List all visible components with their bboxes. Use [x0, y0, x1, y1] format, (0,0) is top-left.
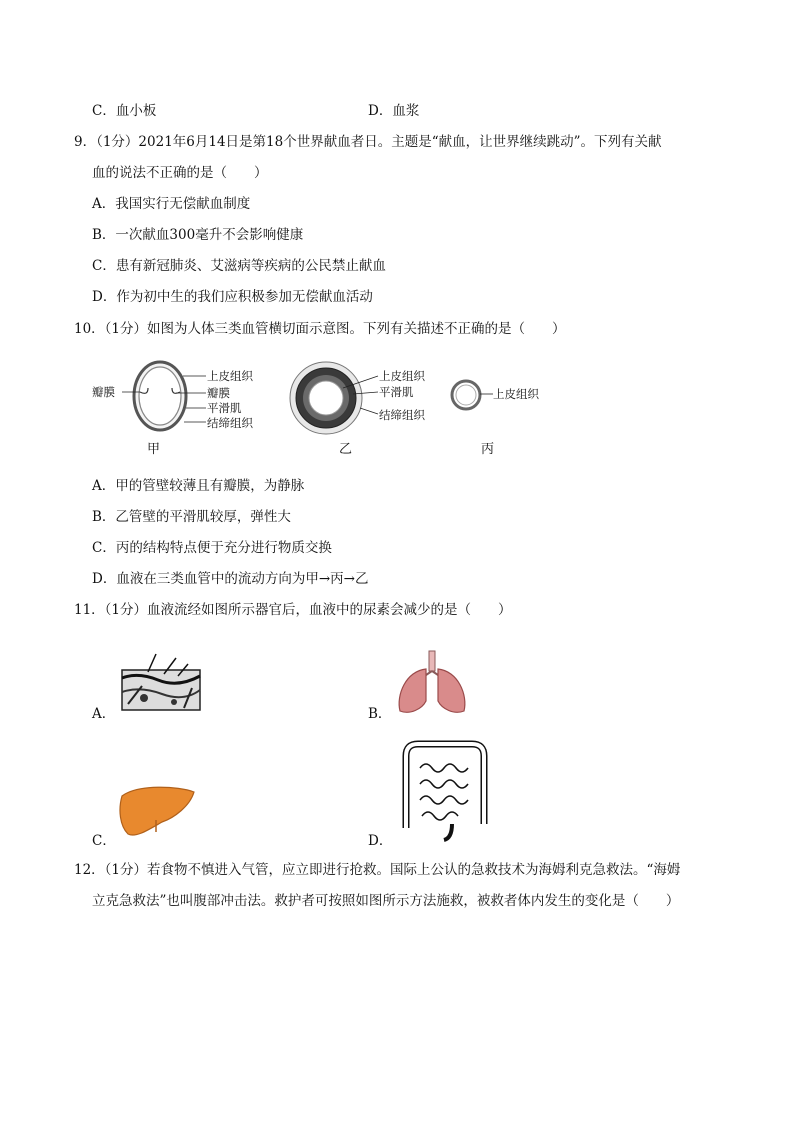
q10-option-c: C．丙的结构特点便于充分进行物质交换 — [92, 540, 332, 556]
q9-stem-line1: 9．（1分）2021年6月14日是第18个世界献血者日。主题是“献血，让世界继续跳动”。下列有关献 — [74, 134, 662, 150]
q11-option-b: B． — [368, 706, 392, 722]
q9-option-c: C．患有新冠肺炎、艾滋病等疾病的公民禁止献血 — [92, 258, 386, 274]
vessel-figure-bing — [448, 376, 558, 458]
q8-option-d: D．血浆 — [368, 103, 420, 119]
jia-muscle-label: 平滑肌 — [207, 401, 242, 415]
yi-connective-label: 结缔组织 — [379, 408, 425, 422]
bing-epithelium-label: 上皮组织 — [493, 387, 539, 401]
bing-caption: 丙 — [481, 442, 495, 457]
yi-caption: 乙 — [339, 442, 353, 457]
q12-stem-line1: 12．（1分）若食物不慎进入气管，应立即进行抢救。国际上公认的急救技术为海姆利克急救法。“海姆 — [74, 862, 681, 878]
jia-epithelium-label: 上皮组织 — [207, 369, 253, 383]
q11-option-a: A． — [92, 706, 116, 722]
jia-caption: 甲 — [147, 442, 161, 457]
lungs-image — [392, 649, 472, 717]
yi-muscle-label: 平滑肌 — [379, 385, 414, 399]
q11-stem: 11．（1分）血液流经如图所示器官后，血液中的尿素会减少的是（ ） — [74, 602, 512, 618]
q11-option-c: C． — [92, 833, 116, 849]
liver-image — [118, 782, 198, 842]
jia-valve-left-label: 瓣膜 — [92, 385, 115, 399]
q12-stem-line2: 立克急救法”也叫腹部冲击法。救护者可按照如图所示方法施救，被救者体内发生的变化是（ ） — [92, 893, 680, 909]
intestines-image — [392, 738, 494, 844]
q9-option-a: A．我国实行无偿献血制度 — [92, 196, 251, 212]
yi-epithelium-label: 上皮组织 — [379, 369, 425, 383]
q10-option-a: A．甲的管壁较薄且有瓣膜，为静脉 — [92, 478, 305, 494]
q10-option-d: D．血液在三类血管中的流动方向为甲→丙→乙 — [92, 571, 369, 587]
vessel-figure-jia — [88, 358, 268, 458]
q10-option-b: B．乙管壁的平滑肌较厚，弹性大 — [92, 509, 291, 525]
q9-option-d: D．作为初中生的我们应积极参加无偿献血活动 — [92, 289, 373, 305]
jia-connective-label: 结缔组织 — [207, 416, 253, 430]
q8-option-c: C．血小板 — [92, 103, 157, 119]
q11-option-d: D． — [368, 833, 393, 849]
q9-option-b: B．一次献血300毫升不会影响健康 — [92, 227, 304, 243]
q9-stem-line2: 血的说法不正确的是（ ） — [92, 165, 268, 181]
q10-stem: 10．（1分）如图为人体三类血管横切面示意图。下列有关描述不正确的是（ ） — [74, 321, 566, 337]
jia-valve-label: 瓣膜 — [207, 386, 230, 400]
vessel-figure-yi — [286, 360, 446, 458]
skin-image — [118, 652, 204, 716]
